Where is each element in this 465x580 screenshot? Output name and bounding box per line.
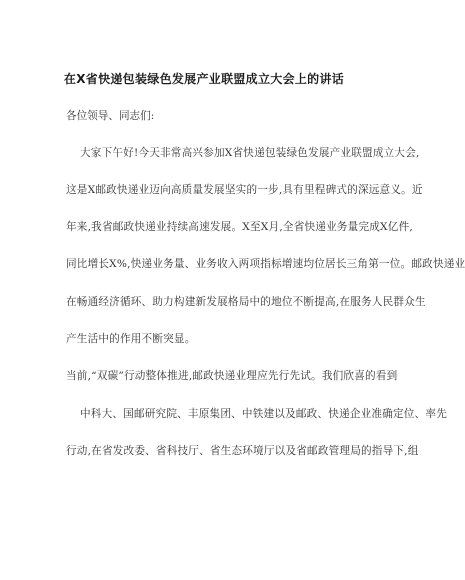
paragraph-line: 产生活中的作用不断突显。 [66,333,196,345]
paragraph-line: 中科大、国邮研究院、丰原集团、中铁建以及邮政、快递企业准确定位、率先 [80,408,447,420]
paragraph-line: 在畅通经济循环、助力构建新发展格局中的地位不断提高,在服务人民群众生 [66,296,426,308]
paragraph-line: 这是X邮政快递业迈向高质量发展坚实的一步,具有里程碑式的深远意义。近 [66,184,423,196]
paragraph-line: 行动,在省发改委、省科技厅、省生态环境厅以及省邮政管理局的指导下,组 [66,445,419,457]
paragraph-line: 同比增长X%,快递业务量、业务收入两项指标增速均位居长三角第一位。邮政快递业 [66,258,465,270]
paragraph-line: 当前,“双碳”行动整体推进,邮政快递业理应先行先试。我们欣喜的看到 [66,370,398,382]
greeting-line: 各位领导、同志们: [66,110,155,122]
document-title: 在X省快递包装绿色发展产业联盟成立大会上的讲话 [63,72,345,86]
paragraph-line: 大家下午好!今天非常高兴参加X省快递包装绿色发展产业联盟成立大会, [80,147,420,159]
paragraph-line: 年来,我省邮政快递业持续高速发展。X至X月,全省快递业务量完成X亿件, [66,221,413,233]
